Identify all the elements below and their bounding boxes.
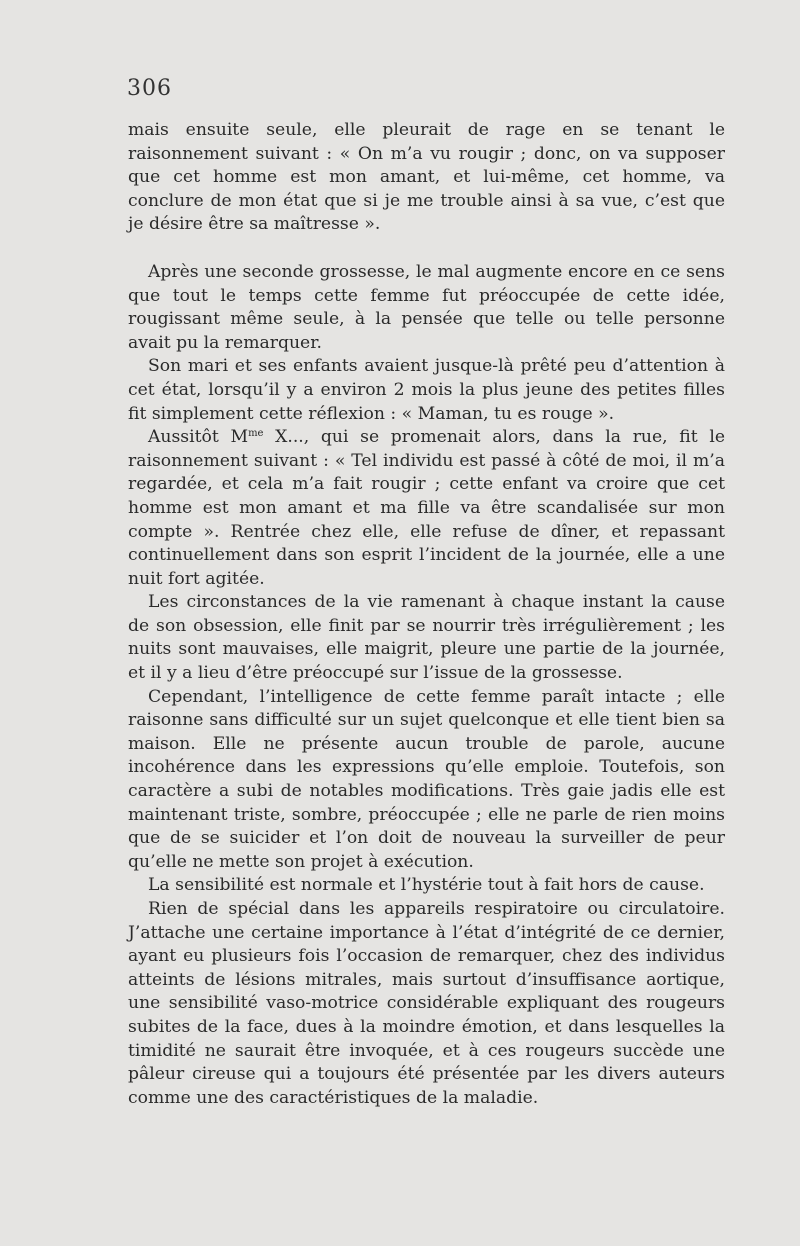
paragraph: mais ensuite seule, elle pleurait de rage en se tenant le raisonnement suivant : « On m’a vu rougir ; donc, on va supposer que cet homme est mon amant, et lui-même, cet homme, va conclure de mon état que si je me trouble ainsi à sa vue, c’est que je désire être sa maîtresse ».: [128, 120, 725, 235]
paragraph: Son mari et ses enfants avaient jusque-là prêté peu d’attention à cet état, lorsqu’il y a environ 2 mois la plus jeune des petites filles fit simplement cette réflexion : « Maman, tu es rouge ».: [128, 356, 725, 424]
title-abbreviation: me: [248, 428, 264, 440]
paragraph-rest: qui se promenait alors, dans la rue, fit le raisonnement suivant : « Tel individu est passé à côté de moi, il m’a regardée, et cela m’a fait rougir ; cette enfant va croire que cet homme est mon amant et ma fille va être scandalisée sur mon compte ». Rentrée chez elle, elle refuse de dîner, et repassant continuellement dans son esprit l’incident de la journée, elle a une nuit fort agitée.: [128, 427, 726, 589]
paragraph: Après une seconde grossesse, le mal augmente encore en ce sens que tout le temps cette femme fut préoccupée de cette idée, rougissant même seule, à la pensée que telle ou telle personne avait pu la remarquer.: [128, 261, 725, 353]
paragraph: La sensibilité est normale et l’hystérie tout à fait hors de cause.: [148, 875, 705, 896]
paragraph-lead: Aussitôt M: [148, 427, 249, 448]
patient-name: X...,: [275, 427, 310, 448]
page-number: 306: [127, 76, 172, 101]
paragraph: Les circonstances de la vie ramenant à chaque instant la cause de son obsession, elle finit par se nourrir très irrégulièrement ; les nuits sont mauvaises, elle maigrit, pleure une partie de la journée, et il y a lieu d’être préoccupé sur l’issue de la grossesse.: [128, 592, 725, 684]
paragraph: [128, 426, 725, 591]
body-text: [128, 119, 725, 1110]
paragraph: Cependant, l’intelligence de cette femme paraît intacte ; elle raisonne sans difficulté sur un sujet quelconque et elle tient bien sa maison. Elle ne présente aucun trouble de parole, aucune incohérence dans les expressions qu’elle emploie. Toutefois, son caractère a subi de notables modifications. Très gaie jadis elle est maintenant triste, sombre, préoccupée ; elle ne parle de rien moins que de se suicider et l’on doit de nouveau la surveiller de peur qu’elle ne mette son projet à exécution.: [128, 686, 725, 872]
paragraph: Rien de spécial dans les appareils respiratoire ou circulatoire. J’attache une certaine importance à l’état d’intégrité de ce dernier, ayant eu plusieurs fois l’occasion de remarquer, chez des individus atteints de lésions mitrales, mais surtout d’insuffisance aortique, une sensibilité vaso-motrice considérable expliquant des rougeurs subites de la face, dues à la moindre émotion, et dans lesquelles la timidité ne saurait être invoquée, et à ces rougeurs succède une pâleur cireuse qui a toujours été présentée par les divers auteurs comme une des caractéristiques de la maladie.: [128, 899, 725, 1108]
